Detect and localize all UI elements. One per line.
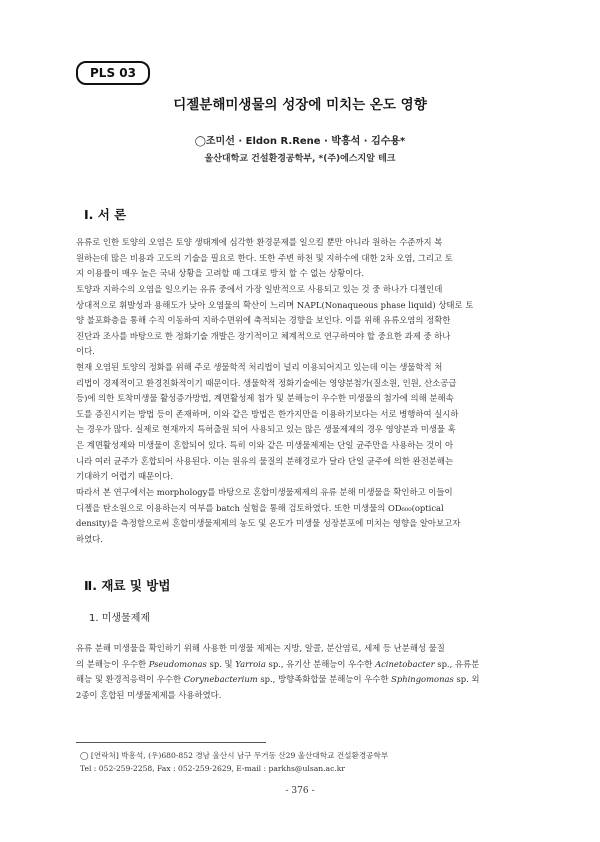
text-line: 양 불포화층을 통해 수직 이동하여 지하수면위에 축적되는 경향을 보인다. 이를 위해 유류오염의 정확한 [76,315,451,326]
page-number: - 376 - [285,786,315,796]
text-line: 하였다. [76,533,103,544]
intro-paragraph-2 [76,282,528,360]
intro-paragraph-1 [76,235,528,282]
intro-paragraph-3 [76,360,528,485]
text-line: 디젤을 탄소원으로 이용하는지 여부를 batch 실험을 통해 검토하였다. 또한 미생물의 OD₆₀₀(optical [76,502,444,513]
text-line: 2종이 혼합된 미생물제제를 사용하였다. [76,689,222,700]
text-line: 리법이 경제적이고 환경친화적이기 때문이다. 생물학적 정화기술에는 영양분첨가(질소원, 인원, 산소공급 [76,377,457,388]
section-heading-methods: Ⅱ. 재료 및 방법 [84,578,171,593]
subsection-heading-microbial-agent: 1. 미생물제제 [89,613,151,624]
text-line: 진단과 조사를 바탕으로 한 정화기술 개발은 장기적이고 체계적으로 연구하여야 할 중요한 과제 중 하나 [76,330,451,341]
text-line: 등)에 의한 토착미생물 활성증가방법, 계면활성제 첨가 및 분해능이 우수한 미생물의 첨가에 의해 분해속 [76,393,454,404]
text-line: 도를 증진시키는 방법 등이 존재하며, 이와 같은 방법은 한가지만을 이용하기보다는 서로 병행하여 실시하 [76,408,459,419]
contact-footnote [80,749,388,775]
footnote-divider [76,742,266,743]
text-line: 은 계면활성제와 미생물이 혼합되어 있다. 특히 이와 같은 미생물제제는 단일 균주만을 사용하는 것이 아 [76,439,454,450]
text-line: 이다. [76,346,95,357]
intro-paragraph-4 [76,485,528,547]
footnote-line: Tel : 052-259-2258, Fax : 052-259-2629, E-mail : parkhs@ulsan.ac.kr [80,764,345,773]
text-line: 유류로 인한 토양의 오염은 토양 생태계에 심각한 환경문제를 일으킬 뿐만 아니라 원하는 수준까지 복 [76,237,443,247]
text-line: 따라서 본 연구에서는 morphology를 바탕으로 혼합미생물제제의 유류 분해 미생물을 확인하고 이들이 [76,487,453,497]
author-list: ◯조미선 · Eldon R.Rene · 박흥석 · 김수용* [194,136,406,147]
session-badge: PLS 03 [76,61,150,85]
text-line: 해능 및 환경적응력이 우수한 Corynebacterium sp., 방향족화합물 분해능이 우수한 Sphingomonas sp. 외 [76,674,480,685]
text-line: 지 이용률이 매우 높은 국내 상황을 고려할 때 그대로 방치 할 수 없는 상황이다. [76,268,365,279]
text-line: 상대적으로 휘발성과 용해도가 낮아 오염물의 확산이 느리며 NAPL(Nonaqueous phase liquid) 상태로 토 [76,299,474,310]
text-line: 는 경우가 많다. 실제로 현재까지 특허출원 되어 사용되고 있는 많은 생물제제의 경우 영양분과 미생물 혹 [76,424,456,435]
methods-paragraph [76,641,528,703]
text-line: 원하는데 많은 비용과 고도의 기술을 필요로 한다. 또한 주변 하천 및 지하수에 대한 2차 오염, 그리고 토 [76,252,453,263]
text-line: 유류 분해 미생물을 확인하기 위해 사용한 미생물 제제는 지방, 알콜, 분산염료, 세제 등 난분해성 물질 [76,643,445,653]
footnote-line: ◯ [연락처] 박흥석, (우)680-852 경남 울산시 남구 무거동 산29 울산대학교 건설환경공학부 [80,751,389,760]
section-heading-intro: Ⅰ. 서 론 [84,207,127,222]
text-line: 기대하기 어렵기 때문이다. [76,471,173,482]
text-line: 니라 여러 균주가 혼합되어 사용된다. 이는 원유의 물질의 분해경로가 달라 단일 균주에 의한 완전분해는 [76,455,454,466]
paper-title: 디젤분해미생물의 성장에 미치는 온도 영향 [173,97,427,113]
text-line: 토양과 지하수의 오염을 일으키는 유류 중에서 가장 일반적으로 사용되고 있는 것 중 하나가 디젤인데 [76,284,443,294]
text-line: density)을 측정함으로써 혼합미생물제제의 농도 및 온도가 미생물 성장분포에 미치는 영향을 알아보고자 [76,518,461,529]
text-line: 현재 오염된 토양의 정화를 위해 주로 생물학적 처리법이 널리 이용되어지고 있는데 이는 생물학적 처 [76,362,443,372]
text-line: 의 분해능이 우수한 Pseudomonas sp. 및 Yarroia sp., 유기산 분해능이 우수한 Acinetobacter sp., 유류분 [76,658,480,669]
affiliation: 울산대학교 건설환경공학부, *(주)에스지알 테크 [204,154,396,164]
